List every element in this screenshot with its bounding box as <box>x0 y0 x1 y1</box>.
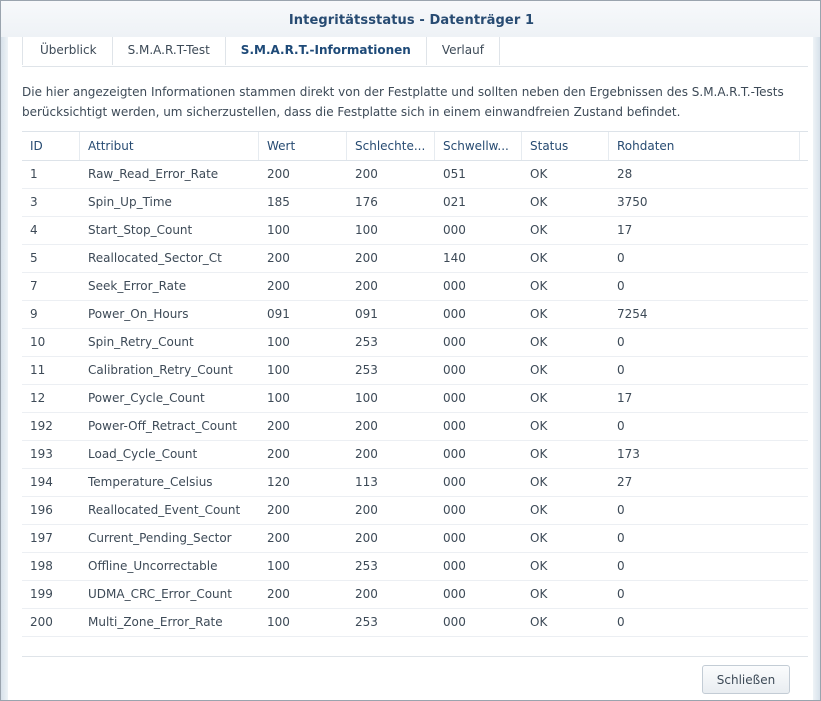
cell-value: 091 <box>267 307 290 321</box>
cell-id: 3 <box>30 195 38 209</box>
dialog-title: Integritätsstatus - Datenträger 1 <box>288 13 535 28</box>
cell-value: 100 <box>267 363 290 377</box>
cell-value: 200 <box>267 531 290 545</box>
cell-worst: 200 <box>355 419 378 433</box>
cell-raw-data: 0 <box>617 559 625 573</box>
cell-attribute: Power_On_Hours <box>88 307 189 321</box>
cell-worst: 253 <box>355 335 378 349</box>
tab-smart-info[interactable]: S.M.A.R.T.-Informationen <box>226 37 427 65</box>
cell-threshold: 000 <box>443 279 466 293</box>
column-header-attribute[interactable]: Attribut <box>80 132 259 160</box>
cell-raw-data: 17 <box>617 391 633 405</box>
cell-id: 9 <box>30 307 38 321</box>
table-row[interactable] <box>22 217 808 245</box>
dialog-body <box>9 37 813 694</box>
cell-raw-data: 0 <box>617 419 625 433</box>
cell-status: OK <box>530 615 548 629</box>
cell-status: OK <box>530 251 548 265</box>
table-row[interactable] <box>22 189 808 217</box>
cell-threshold: 000 <box>443 335 466 349</box>
table-row[interactable] <box>22 609 808 637</box>
table-row[interactable] <box>22 441 808 469</box>
cell-worst: 200 <box>355 251 378 265</box>
column-header-spacer <box>800 132 808 160</box>
cell-status: OK <box>530 167 548 181</box>
cell-status: OK <box>530 195 548 209</box>
cell-value: 100 <box>267 391 290 405</box>
cell-status: OK <box>530 559 548 573</box>
cell-attribute: Current_Pending_Sector <box>88 531 232 545</box>
cell-raw-data: 3750 <box>617 195 648 209</box>
column-header-id[interactable]: ID <box>22 132 80 160</box>
tab-divider <box>22 66 808 67</box>
table-row[interactable] <box>22 581 808 609</box>
cell-attribute: Spin_Retry_Count <box>88 335 194 349</box>
tab-bar <box>22 37 500 66</box>
cell-threshold: 000 <box>443 475 466 489</box>
cell-raw-data: 27 <box>617 475 633 489</box>
cell-worst: 200 <box>355 447 378 461</box>
cell-raw-data: 17 <box>617 223 633 237</box>
cell-threshold: 051 <box>443 167 466 181</box>
cell-raw-data: 0 <box>617 615 625 629</box>
cell-status: OK <box>530 531 548 545</box>
cell-worst: 200 <box>355 279 378 293</box>
table-row[interactable] <box>22 469 808 497</box>
cell-id: 5 <box>30 251 38 265</box>
cell-status: OK <box>530 279 548 293</box>
cell-status: OK <box>530 391 548 405</box>
column-header-value[interactable]: Wert <box>259 132 347 160</box>
cell-worst: 253 <box>355 615 378 629</box>
cell-value: 200 <box>267 503 290 517</box>
cell-value: 185 <box>267 195 290 209</box>
cell-value: 200 <box>267 447 290 461</box>
tab-overview[interactable]: Überblick <box>22 37 113 65</box>
cell-value: 200 <box>267 167 290 181</box>
cell-status: OK <box>530 447 548 461</box>
tab-smart-test[interactable]: S.M.A.R.T-Test <box>113 37 226 65</box>
cell-worst: 100 <box>355 223 378 237</box>
cell-threshold: 000 <box>443 503 466 517</box>
cell-id: 196 <box>30 503 53 517</box>
cell-threshold: 000 <box>443 447 466 461</box>
cell-attribute: Spin_Up_Time <box>88 195 172 209</box>
cell-value: 100 <box>267 615 290 629</box>
cell-raw-data: 0 <box>617 279 625 293</box>
cell-attribute: Raw_Read_Error_Rate <box>88 167 219 181</box>
table-row[interactable] <box>22 553 808 581</box>
close-button[interactable]: Schließen <box>702 665 790 694</box>
cell-attribute: Reallocated_Event_Count <box>88 503 241 517</box>
cell-threshold: 021 <box>443 195 466 209</box>
cell-value: 200 <box>267 587 290 601</box>
column-header-worst[interactable]: Schlechte... <box>347 132 435 160</box>
cell-threshold: 000 <box>443 531 466 545</box>
cell-value: 200 <box>267 251 290 265</box>
cell-worst: 200 <box>355 167 378 181</box>
cell-worst: 113 <box>355 475 378 489</box>
cell-threshold: 000 <box>443 559 466 573</box>
cell-value: 100 <box>267 559 290 573</box>
cell-threshold: 000 <box>443 615 466 629</box>
cell-raw-data: 0 <box>617 335 625 349</box>
cell-id: 7 <box>30 279 38 293</box>
cell-attribute: Multi_Zone_Error_Rate <box>88 615 223 629</box>
cell-threshold: 000 <box>443 223 466 237</box>
cell-attribute: Power_Cycle_Count <box>88 391 205 405</box>
cell-raw-data: 0 <box>617 531 625 545</box>
table-row[interactable] <box>22 301 808 329</box>
column-header-raw-data[interactable]: Rohdaten <box>609 132 800 160</box>
table-row[interactable] <box>22 273 808 301</box>
cell-worst: 253 <box>355 559 378 573</box>
cell-status: OK <box>530 419 548 433</box>
cell-worst: 200 <box>355 503 378 517</box>
window-left-edge <box>1 1 8 700</box>
cell-worst: 253 <box>355 363 378 377</box>
cell-id: 4 <box>30 223 38 237</box>
table-row[interactable] <box>22 245 808 273</box>
title-bar[interactable] <box>1 1 820 37</box>
cell-id: 198 <box>30 559 53 573</box>
cell-raw-data: 0 <box>617 363 625 377</box>
cell-value: 200 <box>267 279 290 293</box>
cell-worst: 100 <box>355 391 378 405</box>
table-row[interactable] <box>22 413 808 441</box>
cell-status: OK <box>530 307 548 321</box>
cell-id: 199 <box>30 587 53 601</box>
cell-threshold: 000 <box>443 307 466 321</box>
cell-attribute: Load_Cycle_Count <box>88 447 198 461</box>
cell-worst: 176 <box>355 195 378 209</box>
cell-value: 100 <box>267 223 290 237</box>
table-row[interactable] <box>22 357 808 385</box>
cell-id: 12 <box>30 391 46 405</box>
column-header-threshold[interactable]: Schwellw... <box>435 132 522 160</box>
cell-raw-data: 0 <box>617 587 625 601</box>
cell-status: OK <box>530 475 548 489</box>
cell-id: 193 <box>30 447 53 461</box>
cell-raw-data: 28 <box>617 167 633 181</box>
table-row[interactable] <box>22 525 808 553</box>
cell-raw-data: 0 <box>617 251 625 265</box>
cell-raw-data: 0 <box>617 503 625 517</box>
cell-value: 200 <box>267 419 290 433</box>
cell-status: OK <box>530 335 548 349</box>
cell-attribute: UDMA_CRC_Error_Count <box>88 587 232 601</box>
cell-value: 120 <box>267 475 290 489</box>
table-row[interactable] <box>22 161 808 189</box>
cell-id: 11 <box>30 363 46 377</box>
cell-attribute: Start_Stop_Count <box>88 223 193 237</box>
cell-worst: 200 <box>355 587 378 601</box>
table-row[interactable] <box>22 329 808 357</box>
cell-attribute: Power-Off_Retract_Count <box>88 419 238 433</box>
cell-value: 100 <box>267 335 290 349</box>
cell-attribute: Calibration_Retry_Count <box>88 363 233 377</box>
footer-divider <box>22 656 808 657</box>
cell-threshold: 000 <box>443 363 466 377</box>
cell-id: 192 <box>30 419 53 433</box>
column-header-status[interactable]: Status <box>522 132 609 160</box>
cell-threshold: 000 <box>443 391 466 405</box>
window-right-edge <box>813 1 820 700</box>
table-row[interactable] <box>22 385 808 413</box>
cell-id: 1 <box>30 167 38 181</box>
cell-attribute: Seek_Error_Rate <box>88 279 187 293</box>
cell-worst: 091 <box>355 307 378 321</box>
cell-threshold: 000 <box>443 419 466 433</box>
cell-attribute: Reallocated_Sector_Ct <box>88 251 222 265</box>
cell-threshold: 000 <box>443 587 466 601</box>
table-header <box>22 131 808 161</box>
cell-attribute: Offline_Uncorrectable <box>88 559 218 573</box>
table-row[interactable] <box>22 497 808 525</box>
cell-raw-data: 7254 <box>617 307 648 321</box>
tab-history[interactable]: Verlauf <box>427 37 500 65</box>
cell-id: 10 <box>30 335 46 349</box>
cell-threshold: 140 <box>443 251 466 265</box>
cell-status: OK <box>530 503 548 517</box>
cell-worst: 200 <box>355 531 378 545</box>
cell-status: OK <box>530 223 548 237</box>
cell-id: 200 <box>30 615 53 629</box>
cell-status: OK <box>530 587 548 601</box>
cell-id: 194 <box>30 475 53 489</box>
cell-raw-data: 173 <box>617 447 640 461</box>
cell-attribute: Temperature_Celsius <box>88 475 213 489</box>
cell-status: OK <box>530 363 548 377</box>
smart-attributes-table <box>22 131 808 637</box>
cell-id: 197 <box>30 531 53 545</box>
table-body <box>22 161 808 637</box>
description-text: Die hier angezeigten Informationen stammen direkt von der Festplatte und sollten neben den Ergebnissen des S.M.A.R.T.-Tests berücksichtigt werden, um sicherzustellen, dass die Festplatte sich in einem einwandfreien Zustand befindet. <box>22 85 784 119</box>
